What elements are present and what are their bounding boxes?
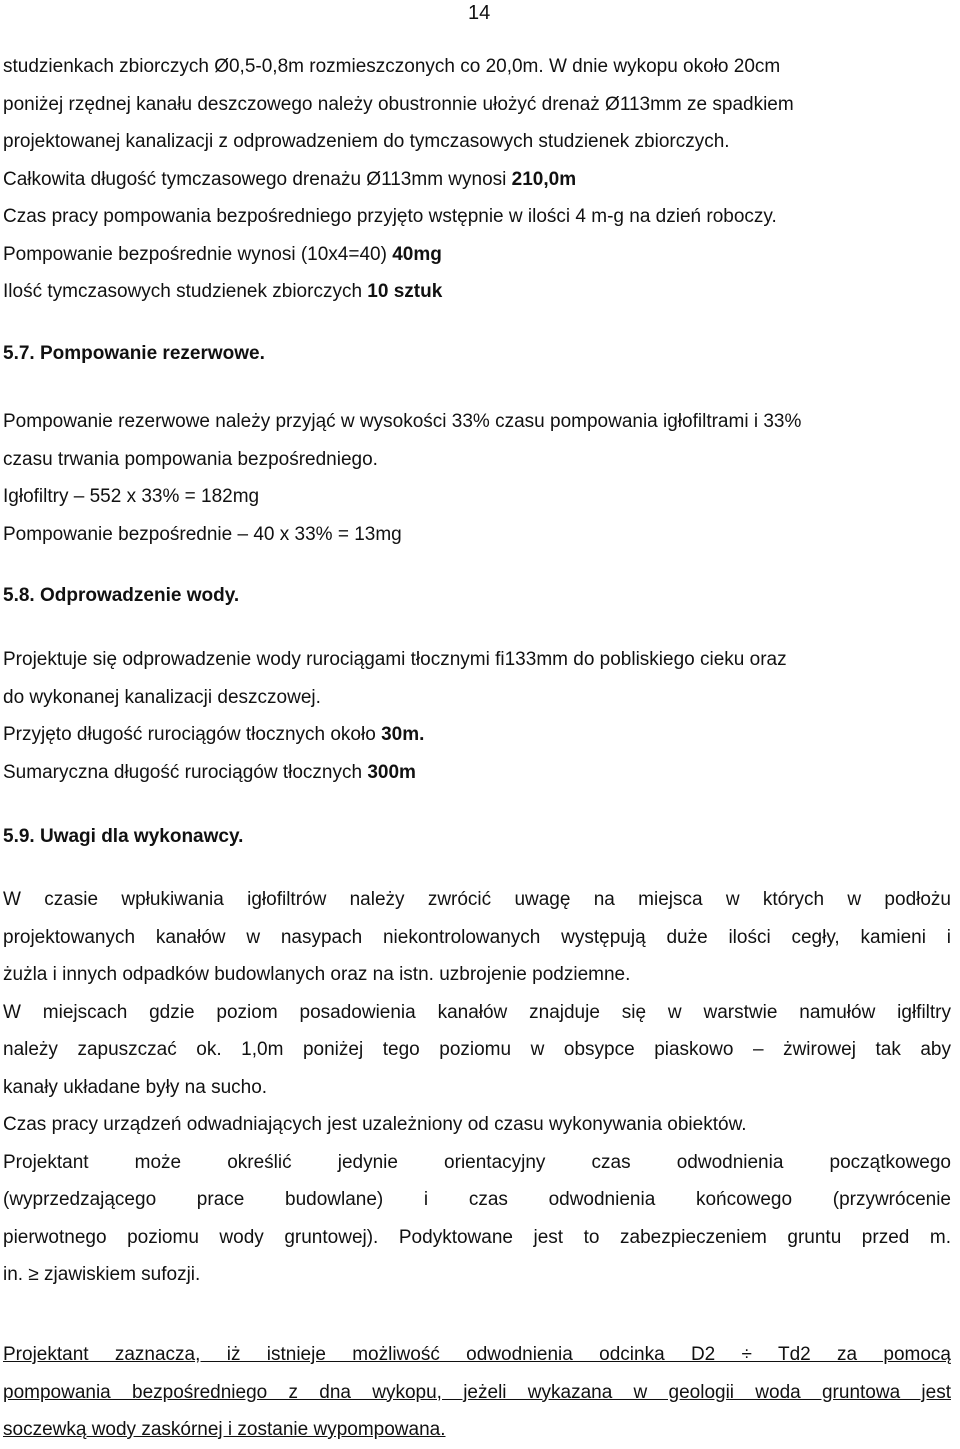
text-line: Pompowanie bezpośrednie wynosi (10x4=40) 40mg	[3, 243, 442, 265]
pumping-value: 40mg	[392, 243, 442, 265]
text-line: Sumaryczna długość rurociągów tłocznych 300m	[3, 761, 416, 783]
text-line: pierwotnego poziomu wody gruntowej). Podyktowane jest to zabezpieczeniem gruntu przed m.	[3, 1226, 951, 1248]
page-number: 14	[468, 2, 491, 24]
paragraph-contractor-notes	[3, 881, 951, 1294]
wells-count-value: 10 sztuk	[367, 281, 443, 302]
text-line: Całkowita długość tymczasowego drenażu Ø113mm wynosi 210,0m	[3, 168, 577, 190]
total-pipe-length-value: 300m	[367, 761, 416, 783]
section-heading-5-7: 5.7. Pompowanie rezerwowe.	[3, 343, 265, 364]
text-line: Czas pracy urządzeń odwadniających jest uzależniony od czasu wykonywania obiektów.	[3, 1114, 747, 1135]
text-line: W czasie wpłukiwania igłofiltrów należy zwrócić uwagę na miejsca w których w podłożu	[3, 889, 951, 910]
text-line: kanały układane były na sucho.	[3, 1076, 268, 1098]
text-line: żużla i innych odpadków budowlanych oraz na istn. uzbrojenie podziemne.	[3, 964, 631, 985]
text-line: Projektant może określić jedynie orientacyjny czas odwodnienia początkowego	[3, 1151, 951, 1173]
text-line: in. ≥ zjawiskiem sufozji.	[3, 1264, 201, 1285]
text-line: czasu trwania pompowania bezpośredniego.	[3, 448, 378, 470]
pipe-length-value: 30m.	[381, 724, 425, 745]
text-line: studzienkach zbiorczych Ø0,5-0,8m rozmieszczonych co 20,0m. W dnie wykopu około 20cm	[3, 56, 781, 77]
text-line: Przyjęto długość rurociągów tłocznych około 30m.	[3, 724, 425, 745]
text-line: Igłofiltry – 552 x 33% = 182mg	[3, 486, 260, 507]
paragraph-drainage	[3, 48, 951, 311]
text-line: Projektant zaznacza, iż istnieje możliwość odwodnienia odcinka D2 ÷ Td2 za pomocą	[3, 1344, 951, 1365]
drain-length-value: 210,0m	[511, 168, 577, 190]
section-heading-5-9: 5.9. Uwagi dla wykonawcy.	[3, 826, 244, 847]
text-line: poniżej rzędnej kanału deszczowego należy obustronnie ułożyć drenaż Ø113mm ze spadkiem	[3, 93, 794, 115]
text-line: Czas pracy pompowania bezpośredniego przyjęto wstępnie w ilości 4 m-g na dzień roboczy.	[3, 206, 777, 227]
text-line: Ilość tymczasowych studzienek zbiorczych 10 sztuk	[3, 281, 443, 302]
text-line: do wykonanej kanalizacji deszczowej.	[3, 686, 321, 708]
text-line: W miejscach gdzie poziom posadowienia kanałów znajduje się w warstwie namułów igłfiltry	[3, 1001, 951, 1023]
section-heading-5-8: 5.8. Odprowadzenie wody.	[3, 585, 240, 606]
text-line: Pompowanie rezerwowe należy przyjąć w wysokości 33% czasu pompowania igłofiltrami i 33%	[3, 411, 802, 432]
text-line: Pompowanie bezpośrednie – 40 x 33% = 13mg	[3, 523, 402, 545]
paragraph-water-discharge	[3, 641, 951, 791]
text-line: należy zapuszczać ok. 1,0m poniżej tego poziomu w obsypce piaskowo – żwirowej tak aby	[3, 1039, 951, 1060]
text-line: pompowania bezpośredniego z dna wykopu, jeżeli wykazana w geologii woda gruntowa jest	[3, 1381, 951, 1403]
text-line: (wyprzedzającego prace budowlane) i czas odwodnienia końcowego (przywrócenie	[3, 1189, 951, 1210]
text-line: projektowanych kanałów w nasypach niekontrolowanych występują duże ilości cegły, kamieni i	[3, 926, 951, 948]
paragraph-reserve-pumping	[3, 403, 951, 553]
text-line: projektowanej kanalizacji z odprowadzeniem do tymczasowych studzienek zbiorczych.	[3, 131, 730, 152]
text-line: soczewką wody zaskórnej i zostanie wypompowana.	[3, 1419, 446, 1440]
text-line: Projektuje się odprowadzenie wody rurociągami tłocznymi fi133mm do pobliskiego cieku oraz	[3, 649, 787, 670]
paragraph-designer-note	[3, 1336, 951, 1449]
